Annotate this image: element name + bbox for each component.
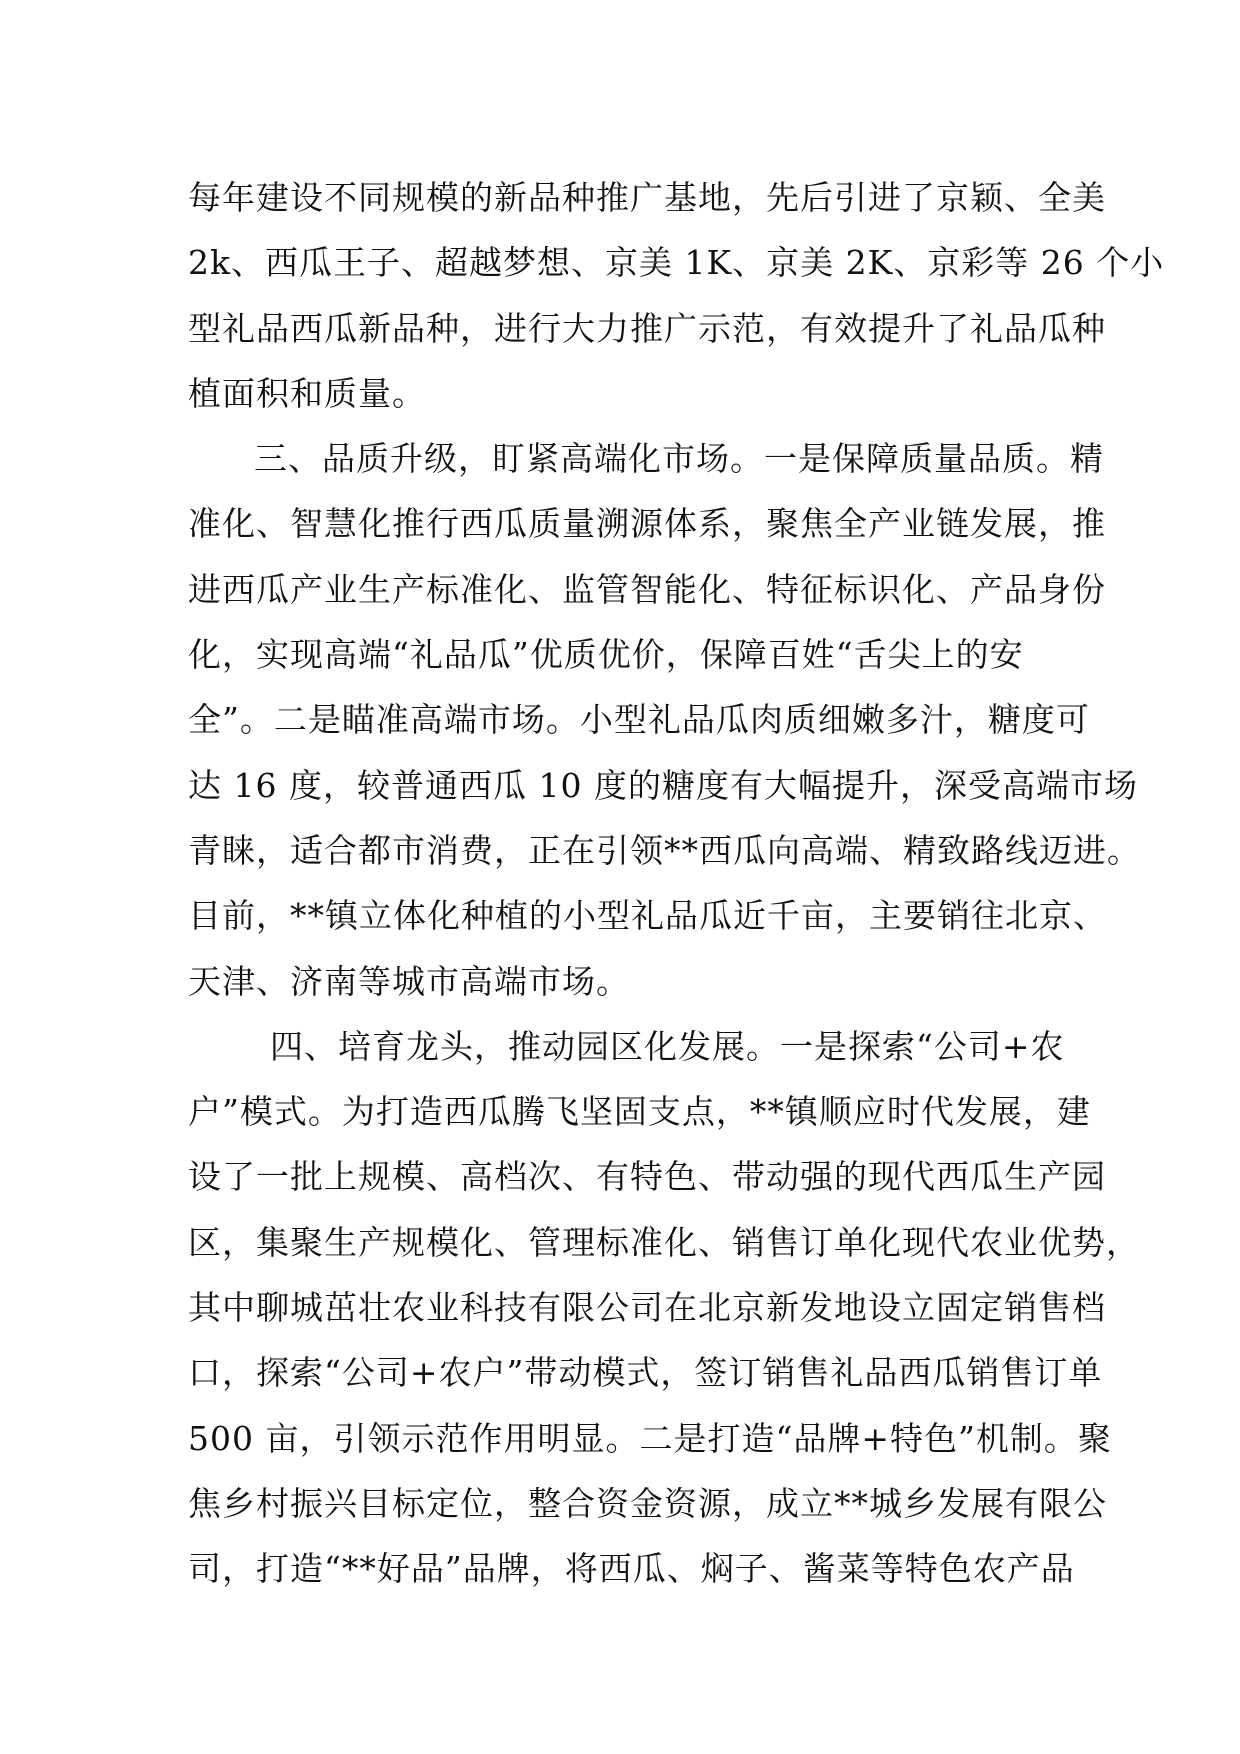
text-line: 焦乡村振兴目标定位，整合资金资源，成立**城乡发展有限公 bbox=[188, 1483, 1107, 1523]
text-line: 口，探索“公司+农户”带动模式，签订销售礼品西瓜销售订单 bbox=[188, 1353, 1103, 1393]
text-line: 全”。二是瞄准高端市场。小型礼品瓜肉质细嫩多汁，糖度可 bbox=[188, 700, 1090, 740]
paragraph-start-line: 四、培育龙头，推动园区化发展。一是探索“公司+农 bbox=[270, 1026, 1065, 1066]
text-line: 区，集聚生产规模化、管理标准化、销售订单化现代农业优势， bbox=[188, 1222, 1140, 1262]
text-line: 型礼品西瓜新品种，进行大力推广示范，有效提升了礼品瓜种 bbox=[188, 308, 1106, 348]
text-line: 天津、济南等城市高端市场。 bbox=[188, 961, 630, 1001]
text-line: 每年建设不同规模的新品种推广基地，先后引进了京颖、全美 bbox=[188, 178, 1106, 217]
text-line: 植面积和质量。 bbox=[188, 373, 426, 413]
text-line: 2k、西瓜王子、超越梦想、京美 1K、京美 2K、京彩等 26 个小 bbox=[188, 243, 1165, 283]
text-line: 青睐，适合都市消费，正在引领**西瓜向高端、精致路线迈进。 bbox=[188, 830, 1141, 870]
paragraph-start-line: 三、品质升级，盯紧高端化市场。一是保障质量品质。精 bbox=[254, 439, 1104, 479]
text-line: 准化、智慧化推行西瓜质量溯源体系，聚焦全产业链发展，推 bbox=[188, 504, 1106, 544]
text-line: 司，打造“**好品”品牌，将西瓜、焖子、酱菜等特色农产品 bbox=[188, 1549, 1075, 1589]
text-line: 户”模式。为打造西瓜腾飞坚固支点，**镇顺应时代发展，建 bbox=[188, 1092, 1091, 1132]
text-line: 进西瓜产业生产标准化、监管智能化、特征标识化、产品身份 bbox=[188, 569, 1106, 609]
text-line: 500 亩，引领示范作用明显。二是打造“品牌+特色”机制。聚 bbox=[188, 1418, 1112, 1458]
text-line: 其中聊城茁壮农业科技有限公司在北京新发地设立固定销售档 bbox=[188, 1288, 1106, 1328]
text-line: 化，实现高端“礼品瓜”优质优价，保障百姓“舌尖上的安 bbox=[188, 635, 1024, 675]
body-text bbox=[188, 165, 1165, 1602]
text-line: 达 16 度，较普通西瓜 10 度的糖度有大幅提升，深受高端市场 bbox=[188, 765, 1138, 805]
text-line: 目前，**镇立体化种植的小型礼品瓜近千亩，主要销往北京、 bbox=[188, 896, 1107, 936]
text-line: 设了一批上规模、高档次、有特色、带动强的现代西瓜生产园 bbox=[188, 1157, 1106, 1197]
